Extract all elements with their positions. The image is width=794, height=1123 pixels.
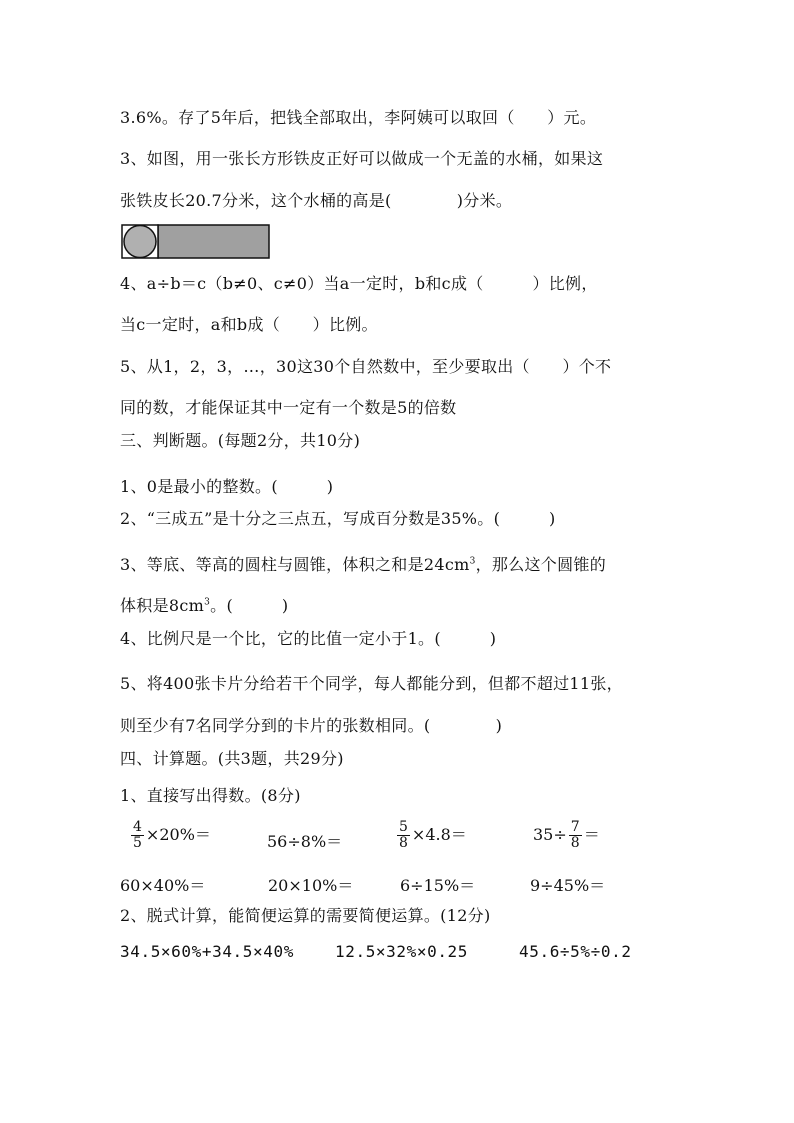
judge-3: 3、等底、等高的圆柱与圆锥，体积之和是$24cm^3$，那么这个圆锥的 (120, 555, 607, 574)
expression: 12.5×32%×0.25 (335, 942, 469, 961)
judge-2: 2、“三成五”是十分之三点五，写成百分数是35%。( ) (120, 509, 556, 528)
judge-1: 1、0是最小的整数。( ) (120, 477, 334, 496)
question-5: 5、从1，2，3，…，30这30个自然数中，至少要取出（ ）个不 (120, 357, 612, 376)
calc-item: 9÷45%＝ (530, 876, 606, 895)
figure-circle (124, 226, 156, 258)
text-line: 当c一定时，a和b成（ ）比例。 (120, 315, 378, 334)
fraction: $\frac{7}{8}$ (570, 819, 580, 851)
calc-2-title: 2、脱式计算，能简便运算的需要简便运算。(12分) (120, 906, 491, 925)
section-3-title: 三、判断题。(每题2分，共10分) (120, 431, 361, 450)
calc-item: 60×40%＝ (120, 876, 206, 895)
text-line: 3.6%。存了5年后，把钱全部取出，李阿姨可以取回（ ）元。 (120, 108, 597, 127)
fraction: $\frac{5}{8}$ (399, 819, 408, 851)
fraction: $\frac{4}{5}$ (133, 819, 142, 851)
calc-item: $\frac{4}{5}$ ×20%＝ (133, 819, 211, 851)
text-line: 张铁皮长20.7分米，这个水桶的高是( )分米。 (120, 191, 513, 210)
question-3: 3、如图，用一张长方形铁皮正好可以做成一个无盖的水桶，如果这 (120, 149, 604, 168)
text-line: 则至少有7名同学分到的卡片的张数相同。( ) (120, 716, 503, 735)
expression: 34.5×60%+34.5×40% (120, 942, 294, 961)
judge-4: 4、比例尺是一个比，它的比值一定小于1。( ) (120, 629, 497, 648)
calc-item: 35÷ $\frac{7}{8}$ ＝ (533, 819, 600, 851)
calc-item: $\frac{5}{8}$ ×4.8＝ (399, 819, 467, 851)
calc-1-title: 1、直接写出得数。(8分) (120, 786, 301, 805)
expression: 45.6÷5%÷0.2 (519, 942, 632, 961)
section-4-title: 四、计算题。(共3题，共29分) (120, 749, 344, 768)
judge-5: 5、将400张卡片分给若干个同学，每人都能分到，但都不超过11张， (120, 674, 623, 693)
calc-item: 20×10%＝ (268, 876, 354, 895)
calc-item: 6÷15%＝ (400, 876, 476, 895)
text-line: 体积是$8cm^3$。( ) (120, 596, 289, 615)
text-line: 同的数，才能保证其中一定有一个数是5的倍数 (120, 398, 457, 417)
figure-rectangle (158, 225, 269, 258)
calc-item: 56÷8%＝ (267, 832, 343, 851)
question-4: 4、a÷b＝c（b≠0、c≠0）当a一定时，b和c成（ ）比例， (120, 274, 598, 293)
bucket-net-figure (121, 224, 271, 260)
